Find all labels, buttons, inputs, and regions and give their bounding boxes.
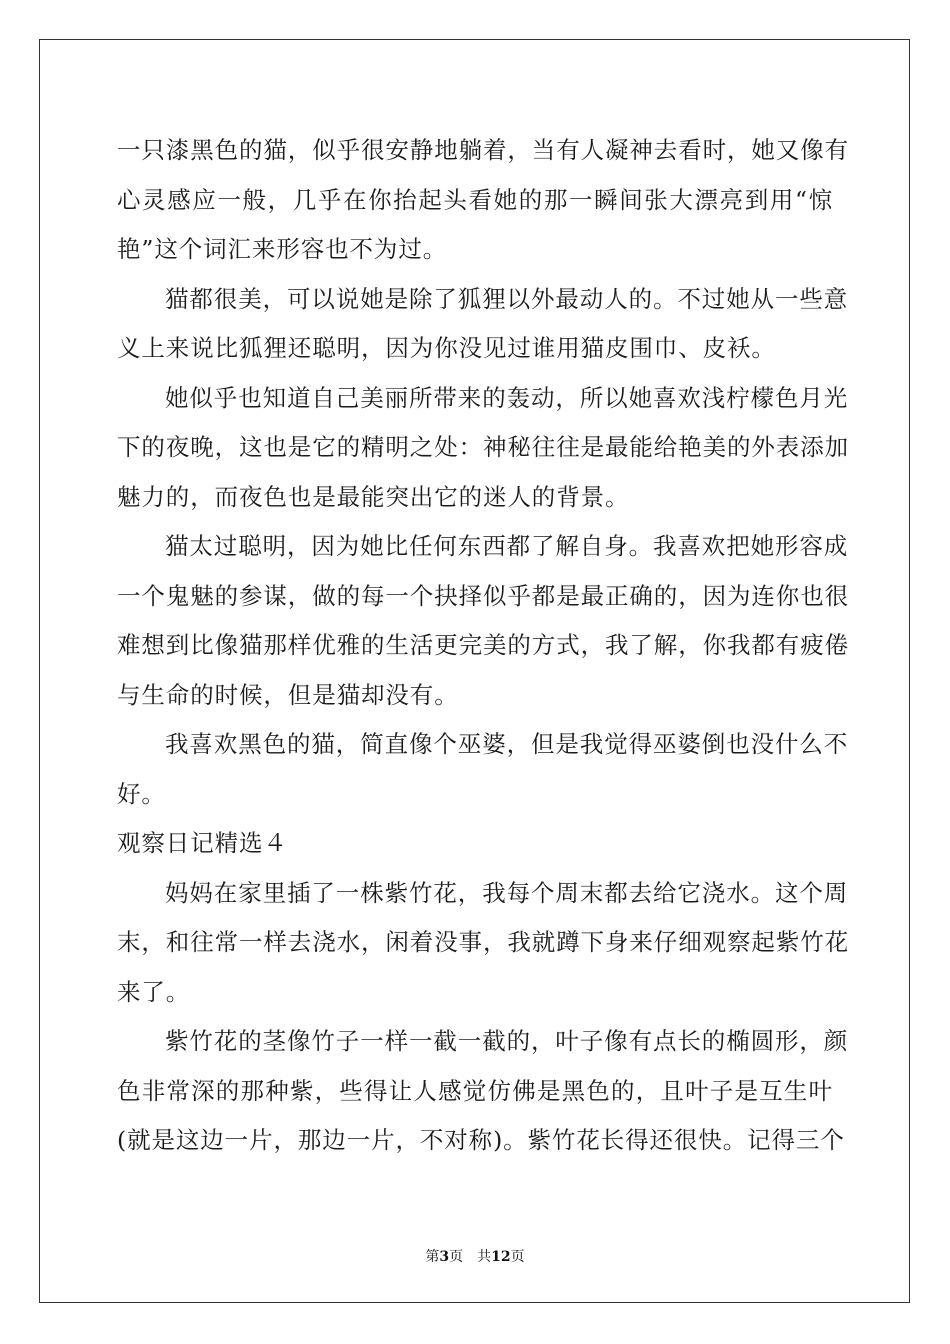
- text-line: 来了。: [117, 977, 191, 1006]
- footer-total-prefix: 共: [477, 1249, 492, 1265]
- footer-prefix: 第: [425, 1249, 440, 1265]
- text-line: 心灵感应一般，几乎在你抬起头看她的那一瞬间张大漂亮到用“惊: [117, 185, 833, 214]
- text-line: 末，和往常一样去浇水，闲着没事，我就蹲下身来仔细观察起紫竹花: [117, 928, 849, 956]
- footer-total-suffix: 页: [510, 1249, 525, 1265]
- text-line: 我喜欢黑色的猫，简直像个巫婆，但是我觉得巫婆倒也没什么不: [165, 730, 849, 758]
- section-heading: 观察日记精选４: [117, 829, 288, 857]
- text-line: 猫太过聪明，因为她比任何东西都了解自身。我喜欢把她形容成: [165, 532, 849, 560]
- text-line: 猫都很美，可以说她是除了狐狸以外最动人的。不过她从一些意: [165, 284, 849, 313]
- text-line: 义上来说比狐狸还聪明，因为你没见过谁用猫皮围巾、皮袄。: [117, 334, 776, 362]
- text-line: 下的夜晚，这也是它的精明之处：神秘往往是最能给艳美的外表添加: [117, 433, 849, 461]
- current-page-number: 3: [439, 1249, 450, 1265]
- text-line: 好。: [117, 779, 166, 808]
- text-line: 色非常深的那种紫，些得让人感觉仿佛是黑色的，且叶子是互生叶: [117, 1076, 833, 1105]
- text-line: (就是这边一片，那边一片，不对称)。紫竹花长得还很快。记得三个: [117, 1126, 845, 1154]
- text-line: 一只漆黑色的猫，似乎很安静地躺着，当有人凝神去看时，她又像有: [117, 136, 849, 164]
- text-line: 她似乎也知道自己美丽所带来的轰动，所以她喜欢浅柠檬色月光: [165, 383, 849, 412]
- text-line: 一个鬼魅的参谋，做的每一个抉择似乎都是最正确的，因为连你也很: [117, 581, 849, 610]
- text-line: 难想到比像猫那样优雅的生活更完美的方式，我了解，你我都有疲倦: [117, 631, 849, 659]
- text-line: 与生命的时候，但是猫却没有。: [117, 680, 459, 709]
- text-line: 魅力的，而夜色也是最能突出它的迷人的背景。: [117, 482, 630, 511]
- document-body: [117, 126, 849, 1166]
- page-footer: [0, 1246, 950, 1266]
- footer-page-suffix: 页: [449, 1249, 464, 1265]
- text-line: 妈妈在家里插了一株紫竹花，我每个周末都去给它浇水。这个周: [165, 878, 849, 907]
- text-line: 紫竹花的茎像竹子一样一截一截的，叶子像有点长的椭圆形，颜: [165, 1027, 849, 1055]
- total-page-count: 12: [491, 1249, 511, 1265]
- text-line: 艳”这个词汇来形容也不为过。: [117, 235, 448, 263]
